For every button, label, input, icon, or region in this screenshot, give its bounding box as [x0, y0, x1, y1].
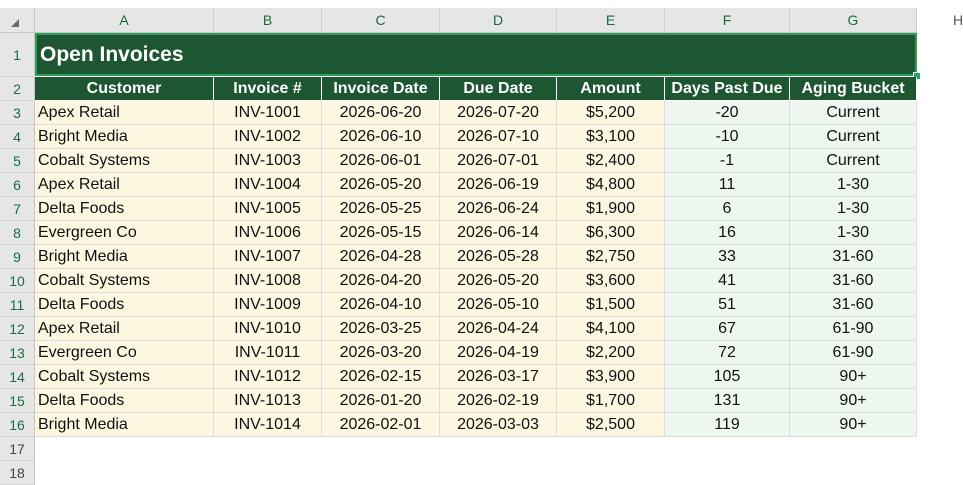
cell-e9[interactable]: $2,750 [557, 245, 665, 269]
column-header-h[interactable]: H [917, 8, 960, 33]
cell-e6[interactable]: $4,800 [557, 173, 665, 197]
header-cell-b[interactable]: Invoice # [214, 77, 322, 101]
cell-g5[interactable]: Current [790, 149, 917, 173]
cell-d9[interactable]: 2026-05-28 [440, 245, 557, 269]
row-header-3[interactable]: 3 [0, 101, 35, 125]
cell-a8[interactable]: Evergreen Co [35, 221, 214, 245]
cell-e10[interactable]: $3,600 [557, 269, 665, 293]
row-header-11[interactable]: 11 [0, 293, 35, 317]
cell-f5[interactable]: -1 [665, 149, 790, 173]
cell-d4[interactable]: 2026-07-10 [440, 125, 557, 149]
cell-e3[interactable]: $5,200 [557, 101, 665, 125]
cell-a10[interactable]: Cobalt Systems [35, 269, 214, 293]
row-header-18[interactable]: 18 [0, 461, 35, 485]
cell-e8[interactable]: $6,300 [557, 221, 665, 245]
row-header-8[interactable]: 8 [0, 221, 35, 245]
cell-b3[interactable]: INV-1001 [214, 101, 322, 125]
cell-d5[interactable]: 2026-07-01 [440, 149, 557, 173]
cell-e4[interactable]: $3,100 [557, 125, 665, 149]
title-cell-a1[interactable] [35, 33, 917, 76]
cell-a6[interactable]: Apex Retail [35, 173, 214, 197]
cell-b5[interactable]: INV-1003 [214, 149, 322, 173]
cell-b12[interactable]: INV-1010 [214, 317, 322, 341]
cell-d15[interactable]: 2026-02-19 [440, 389, 557, 413]
cell-a16[interactable]: Bright Media [35, 413, 214, 437]
cell-e15[interactable]: $1,700 [557, 389, 665, 413]
cell-g9[interactable]: 31-60 [790, 245, 917, 269]
cell-f10[interactable]: 41 [665, 269, 790, 293]
cell-d14[interactable]: 2026-03-17 [440, 365, 557, 389]
cell-f14[interactable]: 105 [665, 365, 790, 389]
select-all-triangle-icon [11, 19, 19, 27]
cell-g4[interactable]: Current [790, 125, 917, 149]
cell-g8[interactable]: 1-30 [790, 221, 917, 245]
cell-d8[interactable]: 2026-06-14 [440, 221, 557, 245]
cell-g13[interactable]: 61-90 [790, 341, 917, 365]
cell-e16[interactable]: $2,500 [557, 413, 665, 437]
column-header-b[interactable]: B [214, 8, 322, 33]
cell-d12[interactable]: 2026-04-24 [440, 317, 557, 341]
cell-g6[interactable]: 1-30 [790, 173, 917, 197]
cell-c4[interactable]: 2026-06-10 [322, 125, 440, 149]
cell-e11[interactable]: $1,500 [557, 293, 665, 317]
row-header-6[interactable]: 6 [0, 173, 35, 197]
cell-c8[interactable]: 2026-05-15 [322, 221, 440, 245]
cell-e5[interactable]: $2,400 [557, 149, 665, 173]
cell-b6[interactable]: INV-1004 [214, 173, 322, 197]
cell-c10[interactable]: 2026-04-20 [322, 269, 440, 293]
cell-g11[interactable]: 31-60 [790, 293, 917, 317]
column-header-d[interactable]: D [440, 8, 557, 33]
cell-a12[interactable]: Apex Retail [35, 317, 214, 341]
cell-f12[interactable]: 67 [665, 317, 790, 341]
cell-g3[interactable]: Current [790, 101, 917, 125]
cell-a3[interactable]: Apex Retail [35, 101, 214, 125]
cell-g16[interactable]: 90+ [790, 413, 917, 437]
row-header-14[interactable]: 14 [0, 365, 35, 389]
row-header-2[interactable]: 2 [0, 77, 35, 101]
cell-c16[interactable]: 2026-02-01 [322, 413, 440, 437]
cell-f15[interactable]: 131 [665, 389, 790, 413]
cell-a5[interactable]: Cobalt Systems [35, 149, 214, 173]
cell-c7[interactable]: 2026-05-25 [322, 197, 440, 221]
row-header-9[interactable]: 9 [0, 245, 35, 269]
header-cell-a[interactable]: Customer [35, 77, 214, 101]
cell-f8[interactable]: 16 [665, 221, 790, 245]
cell-c11[interactable]: 2026-04-10 [322, 293, 440, 317]
header-cell-d[interactable]: Due Date [440, 77, 557, 101]
cell-f13[interactable]: 72 [665, 341, 790, 365]
cell-a15[interactable]: Delta Foods [35, 389, 214, 413]
cell-f4[interactable]: -10 [665, 125, 790, 149]
row-header-13[interactable]: 13 [0, 341, 35, 365]
row-header-10[interactable]: 10 [0, 269, 35, 293]
cell-b9[interactable]: INV-1007 [214, 245, 322, 269]
cell-d6[interactable]: 2026-06-19 [440, 173, 557, 197]
header-cell-g[interactable]: Aging Bucket [790, 77, 917, 101]
cell-f3[interactable]: -20 [665, 101, 790, 125]
row-header-17[interactable]: 17 [0, 437, 35, 461]
cell-b16[interactable]: INV-1014 [214, 413, 322, 437]
cell-c6[interactable]: 2026-05-20 [322, 173, 440, 197]
header-cell-c[interactable]: Invoice Date [322, 77, 440, 101]
cell-a13[interactable]: Evergreen Co [35, 341, 214, 365]
sheet-title: Open Invoices [40, 43, 184, 66]
cell-f9[interactable]: 33 [665, 245, 790, 269]
cell-b7[interactable]: INV-1005 [214, 197, 322, 221]
cell-d16[interactable]: 2026-03-03 [440, 413, 557, 437]
cell-g7[interactable]: 1-30 [790, 197, 917, 221]
cell-c15[interactable]: 2026-01-20 [322, 389, 440, 413]
header-cell-f[interactable]: Days Past Due [665, 77, 790, 101]
cell-e12[interactable]: $4,100 [557, 317, 665, 341]
cell-g15[interactable]: 90+ [790, 389, 917, 413]
row-header-4[interactable]: 4 [0, 125, 35, 149]
row-header-16[interactable]: 16 [0, 413, 35, 437]
column-header-f[interactable]: F [665, 8, 790, 33]
cell-e7[interactable]: $1,900 [557, 197, 665, 221]
cell-d3[interactable]: 2026-07-20 [440, 101, 557, 125]
cell-f11[interactable]: 51 [665, 293, 790, 317]
cell-c12[interactable]: 2026-03-25 [322, 317, 440, 341]
cell-c14[interactable]: 2026-02-15 [322, 365, 440, 389]
cell-f16[interactable]: 119 [665, 413, 790, 437]
cell-b14[interactable]: INV-1012 [214, 365, 322, 389]
cell-b4[interactable]: INV-1002 [214, 125, 322, 149]
cell-e13[interactable]: $2,200 [557, 341, 665, 365]
cell-d13[interactable]: 2026-04-19 [440, 341, 557, 365]
row-header-1[interactable]: 1 [0, 33, 35, 77]
cell-b11[interactable]: INV-1009 [214, 293, 322, 317]
cell-g14[interactable]: 90+ [790, 365, 917, 389]
cell-a14[interactable]: Cobalt Systems [35, 365, 214, 389]
cell-e14[interactable]: $3,900 [557, 365, 665, 389]
row-header-15[interactable]: 15 [0, 389, 35, 413]
cell-b8[interactable]: INV-1006 [214, 221, 322, 245]
cell-b13[interactable]: INV-1011 [214, 341, 322, 365]
header-cell-e[interactable]: Amount [557, 77, 665, 101]
row-header-7[interactable]: 7 [0, 197, 35, 221]
cell-g12[interactable]: 61-90 [790, 317, 917, 341]
cell-b10[interactable]: INV-1008 [214, 269, 322, 293]
cell-b15[interactable]: INV-1013 [214, 389, 322, 413]
cell-d7[interactable]: 2026-06-24 [440, 197, 557, 221]
column-header-e[interactable]: E [557, 8, 665, 33]
cell-c13[interactable]: 2026-03-20 [322, 341, 440, 365]
row-header-5[interactable]: 5 [0, 149, 35, 173]
cell-a7[interactable]: Delta Foods [35, 197, 214, 221]
column-header-a[interactable]: A [35, 8, 214, 33]
cell-f6[interactable]: 11 [665, 173, 790, 197]
cell-f7[interactable]: 6 [665, 197, 790, 221]
cell-g10[interactable]: 31-60 [790, 269, 917, 293]
select-all-button[interactable] [0, 8, 35, 33]
cell-a11[interactable]: Delta Foods [35, 293, 214, 317]
cell-d10[interactable]: 2026-05-20 [440, 269, 557, 293]
cell-c9[interactable]: 2026-04-28 [322, 245, 440, 269]
cell-a9[interactable]: Bright Media [35, 245, 214, 269]
row-header-12[interactable]: 12 [0, 317, 35, 341]
cell-c5[interactable]: 2026-06-01 [322, 149, 440, 173]
column-header-g[interactable]: G [790, 8, 917, 33]
column-header-c[interactable]: C [322, 8, 440, 33]
cell-c3[interactable]: 2026-06-20 [322, 101, 440, 125]
cell-a4[interactable]: Bright Media [35, 125, 214, 149]
cell-d11[interactable]: 2026-05-10 [440, 293, 557, 317]
